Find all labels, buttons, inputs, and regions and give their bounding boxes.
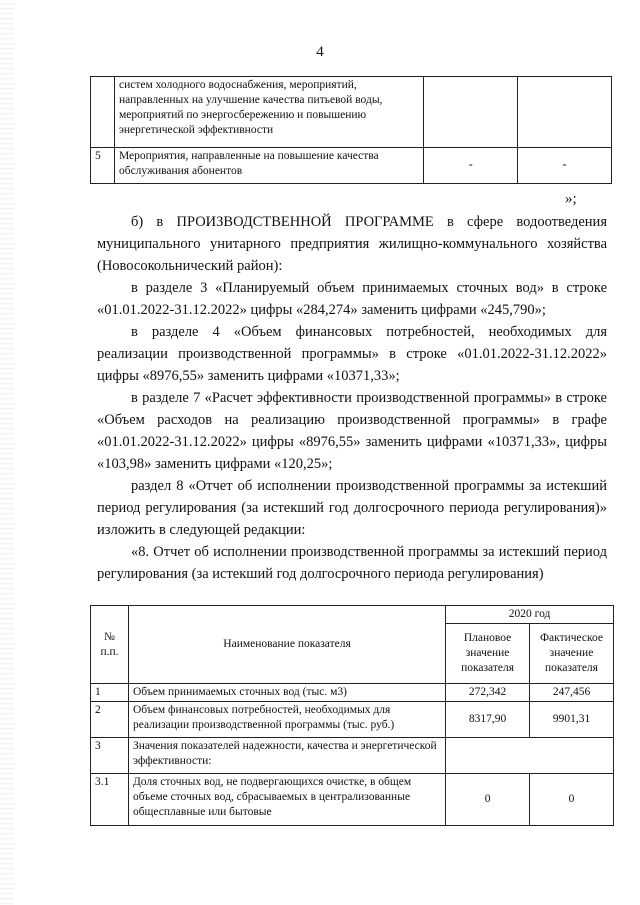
row-number-cell: 3 [91, 738, 129, 774]
indicator-name-cell: Значения показателей надежности, качества и энергетической эффективности: [128, 738, 445, 774]
table-row [91, 77, 612, 148]
fact-value-cell: 9901,31 [530, 702, 614, 738]
row-number-cell [91, 77, 115, 148]
measure-name-cell [114, 77, 423, 148]
paragraph-section-7: в разделе 7 «Расчет эффективности производственной программы» в строке «Объем расходов на реализацию производственной программы» в графе «01.01.2022-31.12.2022» цифры «8976,55» заменить цифрами «10371,33», цифры «103,98» заменить цифрами «120,25»; [97, 390, 607, 472]
table-row [91, 702, 614, 738]
paragraph-section-3: в разделе 3 «Планируемый объем принимаемых сточных вод» в строке «01.01.2022-31.12.2022» цифры «284,274» заменить цифрами «245,790»; [97, 280, 607, 318]
header-plan: Плановое значение показателя [446, 624, 530, 684]
header-number: № п.п. [91, 606, 129, 684]
measure-line: энергетической эффективности [118, 124, 274, 136]
header-year: 2020 год [446, 606, 614, 624]
row-number-cell: 2 [91, 702, 129, 738]
header-name: Наименование показателя [128, 606, 445, 684]
measure-name-cell [114, 148, 423, 184]
measure-line: направленных на улучшение качества питьевой воды, [118, 94, 383, 106]
indicator-name-cell: Объем принимаемых сточных вод (тыс. м3) [128, 684, 445, 702]
row-number-cell: 3.1 [91, 774, 129, 826]
measure-line: систем холодного водоснабжения, мероприятий, [118, 79, 357, 91]
table-row [91, 774, 614, 826]
row-number-cell: 5 [91, 148, 115, 184]
table-row [91, 738, 614, 774]
page-number: 4 [316, 44, 324, 60]
table-row [91, 684, 614, 702]
header-fact: Фактическое значение показателя [530, 624, 614, 684]
paragraph-section-4: в разделе 4 «Объем финансовых потребностей, необходимых для реализации производственной программы» в строке «01.01.2022-31.12.2022» цифры «8976,55» заменить цифрами «10371,33»; [97, 324, 607, 384]
indicator-name-cell: Доля сточных вод, не подвергающихся очистке, в общем объеме сточных вод, сбрасываемых в централизованные общесплавные или бытовые [128, 774, 445, 826]
table-row [91, 148, 612, 184]
measures-table [90, 76, 612, 184]
plan-cell [424, 77, 518, 148]
paragraph-b: б) в ПРОИЗВОДСТВЕННОЙ ПРОГРАММЕ в сфере водоотведения муниципального унитарного предприятия жилищно-коммунального хозяйства (Новосокольнический район): [97, 214, 607, 274]
fact-value-cell: 247,456 [530, 684, 614, 702]
plan-value-cell: 8317,90 [446, 702, 530, 738]
measure-line: мероприятий по энергосбережению и повышению [118, 109, 367, 121]
plan-cell: - [424, 148, 518, 184]
measure-line: обслуживания абонентов [118, 165, 243, 177]
indicator-name-cell: Объем финансовых потребностей, необходимых для реализации производственной программы (тыс. руб.) [128, 702, 445, 738]
row-number-cell: 1 [91, 684, 129, 702]
measure-line: Мероприятия, направленные на повышение качества [118, 150, 379, 162]
fact-cell: - [518, 148, 612, 184]
report-table [90, 605, 614, 826]
closing-quote: »; [565, 191, 577, 207]
plan-value-cell: 272,342 [446, 684, 530, 702]
plan-value-cell: 0 [446, 774, 530, 826]
fact-value-cell: 0 [530, 774, 614, 826]
table-header-row [91, 606, 614, 624]
paragraph-section-8: раздел 8 «Отчет об исполнении производственной программы за истекший период регулирования (за истекший год долгосрочного периода регулирования)» изложить в следующей редакции: [97, 478, 607, 538]
scan-edge [0, 0, 14, 905]
fact-cell [518, 77, 612, 148]
value-cell [446, 738, 614, 774]
section-8-title: «8. Отчет об исполнении производственной программы за истекший период регулирования (за истекший год долгосрочного периода регулирования) [97, 544, 607, 582]
